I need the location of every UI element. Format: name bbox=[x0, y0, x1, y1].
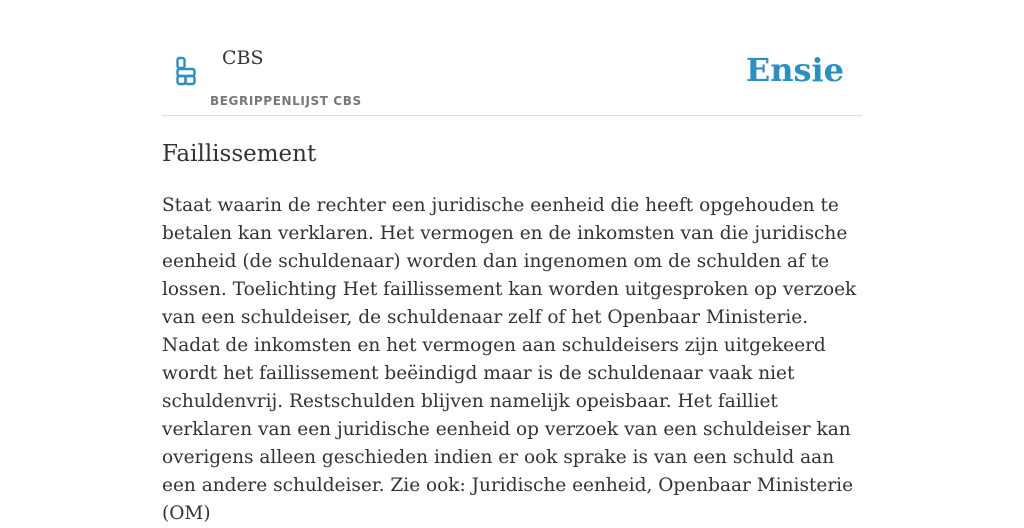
brand-logo[interactable]: Ensie bbox=[745, 51, 844, 89]
entry-header bbox=[162, 0, 862, 116]
definition-text: Staat waarin de rechter een juridische eenheid die heeft opgehouden te betalen kan verklaren. Het vermogen en de inkomsten van die juridische eenheid (de schuldenaar) worden dan ingenomen om de schulden af te lossen. Toelichting Het faillissement kan worden uitgesproken op verzoek van een schuldeiser, de schuldenaar zelf of het Openbaar Ministerie. Nadat de inkomsten en het vermogen aan schuldeisers zijn uitgekeerd wordt het faillissement beëindigd maar is de schuldenaar vaak niet schuldenvrij. Restschulden blijven namelijk opeisbaar. Het failliet verklaren van een juridische eenheid op verzoek van een schuldeiser kan overigens alleen geschieden indien er ook sprake is van een schuld aan een andere schuldeiser. Zie ook: Juridische eenheid, Openbaar Ministerie (OM) bbox=[162, 195, 857, 524]
org-name[interactable]: CBS bbox=[222, 47, 264, 69]
glossary-subtitle[interactable]: BEGRIPPENLIJST CBS bbox=[210, 94, 362, 108]
cbs-logo-icon bbox=[176, 56, 196, 86]
page-title: Faillissement bbox=[162, 141, 317, 167]
entry-card bbox=[162, 0, 862, 524]
